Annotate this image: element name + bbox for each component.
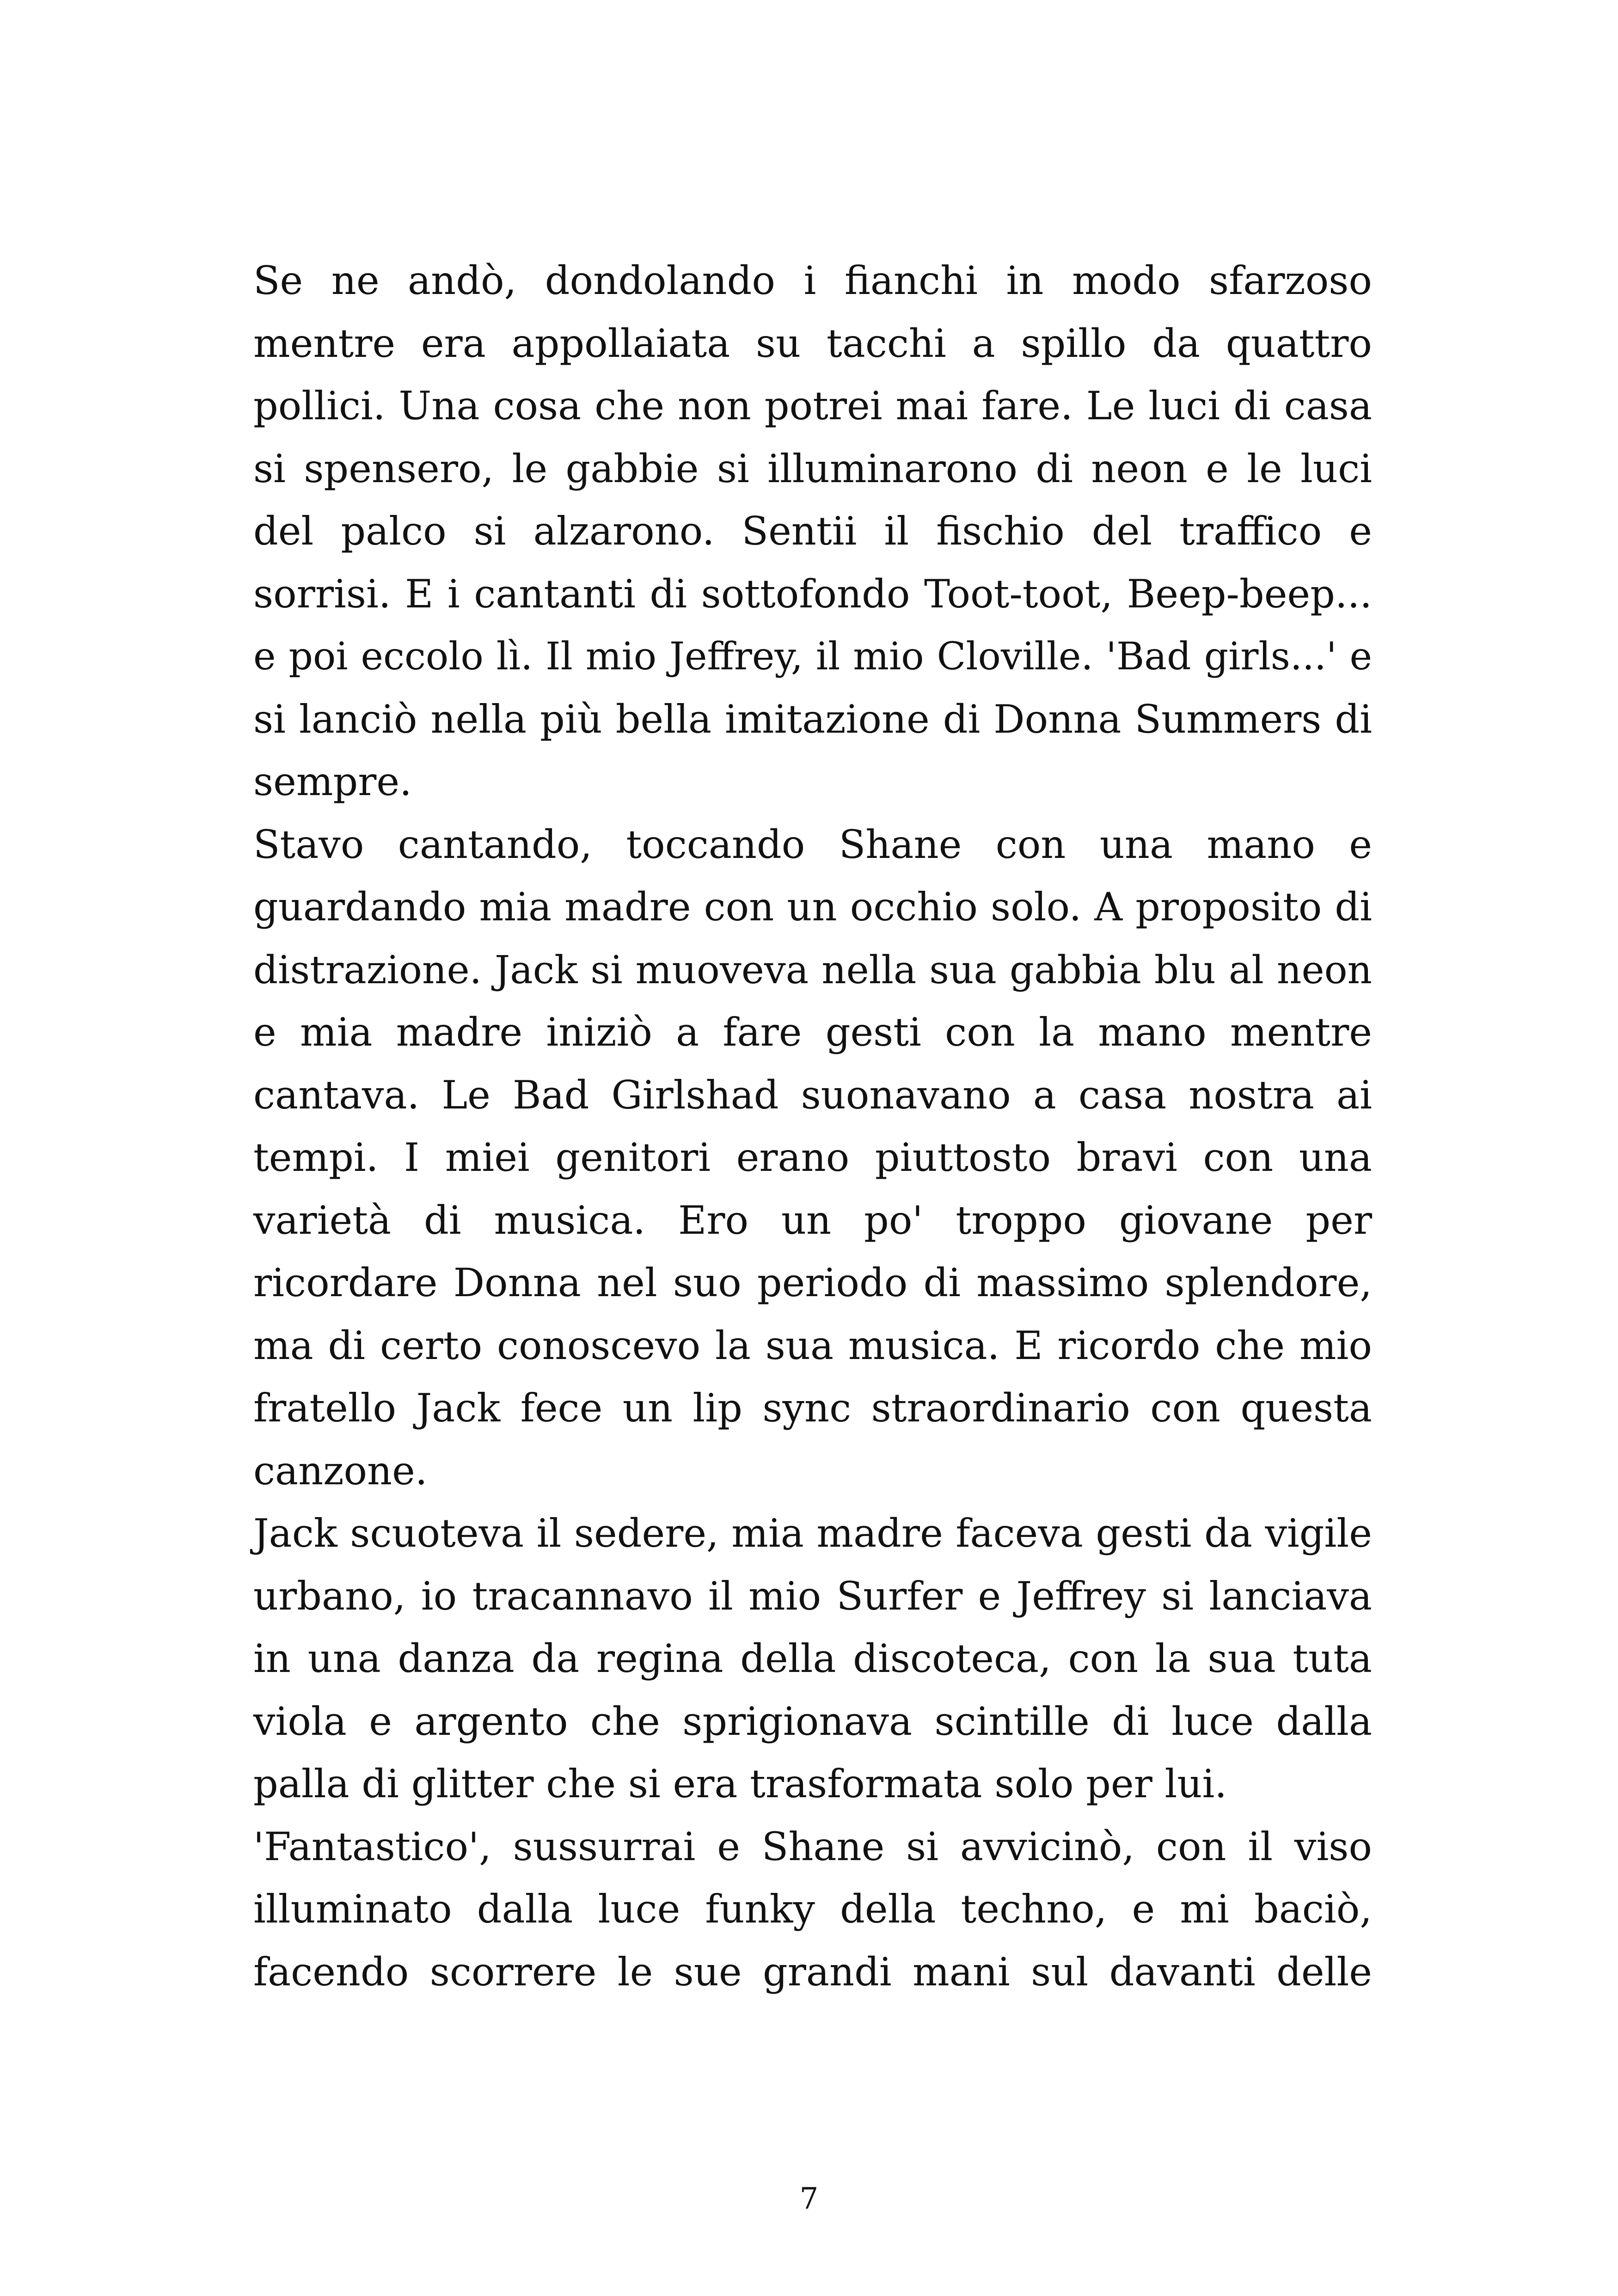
- text-line: urbano, io tracannavo il mio Surfer e Jeffrey si lanciava: [253, 1573, 1372, 1619]
- text-line: fratello Jack fece un lip sync straordinario con questa: [253, 1385, 1372, 1431]
- text-line: ricordare Donna nel suo periodo di massimo splendore,: [253, 1260, 1372, 1305]
- text-line: cantava. Le Bad Girlshad suonavano a casa nostra ai: [253, 1072, 1372, 1118]
- text-line: Jack scuoteva il sedere, mia madre faceva gesti da vigile: [253, 1511, 1372, 1556]
- text-line: e mia madre iniziò a fare gesti con la mano mentre: [253, 1010, 1372, 1055]
- text-line: varietà di musica. Ero un po' troppo giovane per: [253, 1197, 1372, 1243]
- text-line: viola e argento che sprigionava scintille di luce dalla: [253, 1698, 1372, 1744]
- text-line: del palco si alzarono. Sentii il fischio del traffico e: [253, 508, 1372, 554]
- text-line: mentre era appollaiata su tacchi a spillo da quattro: [253, 320, 1372, 366]
- text-line: canzone.: [253, 1448, 428, 1494]
- text-line: sempre.: [253, 759, 412, 804]
- text-line: Stavo cantando, toccando Shane con una mano e: [253, 821, 1372, 867]
- text-line: 'Fantastico', sussurrai e Shane si avvicinò, con il viso: [253, 1824, 1372, 1869]
- paragraph-3: [253, 1502, 1372, 1816]
- text-line: si spensero, le gabbie si illuminarono di neon e le luci: [253, 446, 1372, 491]
- body-text: [253, 250, 1372, 2003]
- text-line: Se ne andò, dondolando i fianchi in modo sfarzoso: [253, 258, 1372, 303]
- text-line: guardando mia madre con un occhio solo. A proposito di: [253, 884, 1372, 930]
- text-line: distrazione. Jack si muoveva nella sua gabbia blu al neon: [253, 947, 1372, 992]
- paragraph-2: [253, 814, 1372, 1503]
- text-line: ma di certo conoscevo la sua musica. E ricordo che mio: [253, 1322, 1372, 1368]
- text-line: illuminato dalla luce funky della techno, e mi baciò,: [253, 1886, 1372, 1932]
- paragraph-1: [253, 250, 1372, 814]
- text-line: tempi. I miei genitori erano piuttosto bravi con una: [253, 1135, 1372, 1180]
- text-line: si lanciò nella più bella imitazione di Donna Summers di: [253, 696, 1372, 742]
- text-line: pollici. Una cosa che non potrei mai fare. Le luci di casa: [253, 383, 1372, 429]
- page-number: 7: [799, 2182, 819, 2216]
- text-line: palla di glitter che si era trasformata solo per lui.: [253, 1761, 1227, 1806]
- text-line: e poi eccolo lì. Il mio Jeffrey, il mio Cloville. 'Bad girls...' e: [253, 635, 1372, 679]
- text-line: sorrisi. E i cantanti di sottofondo Toot-toot, Beep-beep...: [253, 571, 1372, 617]
- text-line: facendo scorrere le sue grandi mani sul davanti delle: [253, 1949, 1372, 1995]
- paragraph-4: [253, 1816, 1372, 2004]
- text-line: in una danza da regina della discoteca, con la sua tuta: [253, 1636, 1372, 1681]
